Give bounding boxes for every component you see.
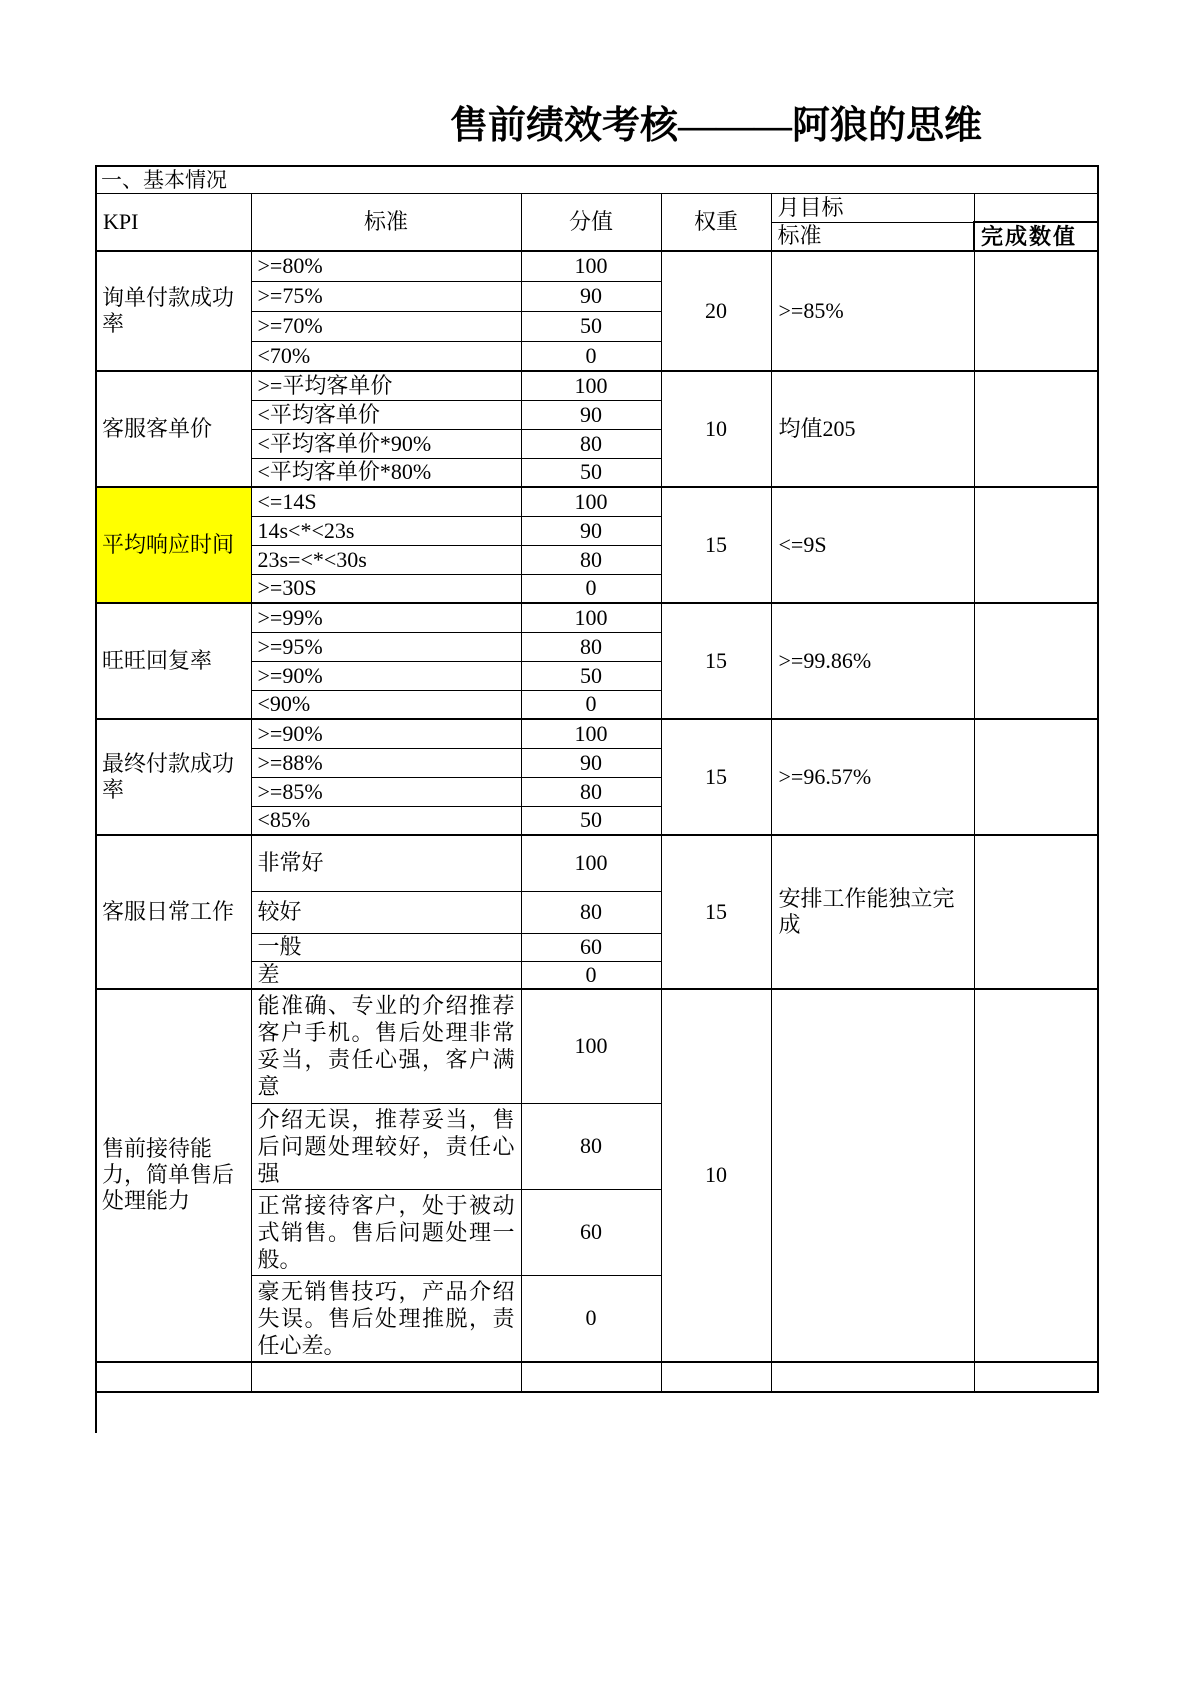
score-cell: 80: [521, 1103, 661, 1189]
col-header-standard: 标准: [251, 194, 521, 252]
kpi-cell: 售前接待能力，简单售后处理能力: [96, 989, 251, 1362]
score-cell: 100: [521, 371, 661, 400]
score-cell: 100: [521, 989, 661, 1103]
page-title: 售前绩效考核———阿狼的思维: [449, 105, 982, 147]
standard-cell: >=88%: [251, 748, 521, 777]
standard-cell: 较好: [251, 891, 521, 933]
standard-cell: <平均客单价: [251, 400, 521, 429]
standard-cell: <平均客单价*90%: [251, 429, 521, 458]
kpi-cell-highlighted: 平均响应时间: [96, 487, 251, 603]
table-row: [96, 371, 1098, 400]
standard-cell: <90%: [251, 690, 521, 719]
table-row: [96, 989, 1098, 1103]
score-cell: 100: [521, 835, 661, 891]
section-header-row: [96, 166, 1098, 194]
standard-cell: 正常接待客户，处于被动式销售。售后问题处理一般。: [251, 1189, 521, 1275]
weight-cell: 15: [661, 603, 771, 719]
weight-cell: 15: [661, 835, 771, 989]
standard-cell: 23s=<*<30s: [251, 545, 521, 574]
kpi-cell: 客服日常工作: [96, 835, 251, 989]
weight-cell: 15: [661, 719, 771, 835]
completed-cell: [974, 251, 1098, 371]
completed-cell: [974, 989, 1098, 1362]
kpi-cell: 最终付款成功率: [96, 719, 251, 835]
standard-cell: <平均客单价*80%: [251, 458, 521, 487]
standard-cell: >=90%: [251, 661, 521, 690]
score-cell: 80: [521, 429, 661, 458]
target-cell: 均值205: [771, 371, 974, 487]
standard-cell: 能准确、专业的介绍推荐客户手机。售后处理非常妥当，责任心强，客户满意: [251, 989, 521, 1103]
weight-cell: 15: [661, 487, 771, 603]
standard-cell: <=14S: [251, 487, 521, 516]
score-cell: 90: [521, 281, 661, 311]
score-cell: 100: [521, 603, 661, 632]
score-cell: 80: [521, 545, 661, 574]
score-cell: 0: [521, 574, 661, 603]
completed-cell: [974, 719, 1098, 835]
standard-cell: 差: [251, 961, 521, 989]
score-cell: 90: [521, 516, 661, 545]
table-row: [96, 835, 1098, 891]
target-cell: 安排工作能独立完成: [771, 835, 974, 989]
standard-cell: >=99%: [251, 603, 521, 632]
score-cell: [521, 1362, 661, 1392]
target-cell: >=99.86%: [771, 603, 974, 719]
table-row: [96, 487, 1098, 516]
table-row: [96, 603, 1098, 632]
score-cell: 0: [521, 1275, 661, 1362]
table-row: [96, 719, 1098, 748]
score-cell: 0: [521, 961, 661, 989]
kpi-table: [95, 165, 1099, 1393]
empty-row: [96, 1362, 1098, 1392]
score-cell: 50: [521, 661, 661, 690]
weight-cell: 10: [661, 371, 771, 487]
standard-cell: 一般: [251, 933, 521, 961]
score-cell: 0: [521, 690, 661, 719]
target-cell: >=85%: [771, 251, 974, 371]
col-header-completed: 完成数值: [974, 222, 1098, 251]
kpi-cell: 询单付款成功率: [96, 251, 251, 371]
score-cell: 80: [521, 891, 661, 933]
standard-cell: >=75%: [251, 281, 521, 311]
left-border-fragment: [95, 1393, 97, 1433]
score-cell: 50: [521, 806, 661, 835]
standard-cell: >=95%: [251, 632, 521, 661]
standard-cell: >=90%: [251, 719, 521, 748]
standard-cell: 豪无销售技巧，产品介绍失误。售后处理推脱，责任心差。: [251, 1275, 521, 1362]
score-cell: 100: [521, 719, 661, 748]
standard-cell: >=70%: [251, 311, 521, 341]
completed-cell: [974, 371, 1098, 487]
standard-cell: 14s<*<23s: [251, 516, 521, 545]
standard-cell: >=85%: [251, 777, 521, 806]
kpi-cell: 旺旺回复率: [96, 603, 251, 719]
target-cell: <=9S: [771, 487, 974, 603]
col-header-target-standard: 标准: [771, 222, 974, 251]
target-cell: [771, 989, 974, 1362]
weight-cell: [661, 1362, 771, 1392]
section-title: 一、基本情况: [96, 166, 1098, 194]
score-cell: 100: [521, 251, 661, 281]
col-header-score: 分值: [521, 194, 661, 252]
col-header-kpi: KPI: [96, 194, 251, 252]
standard-cell: >=30S: [251, 574, 521, 603]
header-empty-cell: [974, 194, 1098, 223]
score-cell: 90: [521, 400, 661, 429]
standard-cell: 非常好: [251, 835, 521, 891]
target-cell: [771, 1362, 974, 1392]
score-cell: 90: [521, 748, 661, 777]
standard-cell: >=80%: [251, 251, 521, 281]
standard-cell: >=平均客单价: [251, 371, 521, 400]
target-cell: >=96.57%: [771, 719, 974, 835]
score-cell: 0: [521, 341, 661, 371]
score-cell: 80: [521, 777, 661, 806]
kpi-cell: 客服客单价: [96, 371, 251, 487]
col-header-month-target: 月目标: [771, 194, 974, 223]
score-cell: 60: [521, 933, 661, 961]
standard-cell: <85%: [251, 806, 521, 835]
standard-cell: <70%: [251, 341, 521, 371]
score-cell: 100: [521, 487, 661, 516]
score-cell: 50: [521, 311, 661, 341]
col-header-weight: 权重: [661, 194, 771, 252]
standard-cell: [251, 1362, 521, 1392]
completed-cell: [974, 1362, 1098, 1392]
kpi-cell: [96, 1362, 251, 1392]
completed-cell: [974, 835, 1098, 989]
table-row: [96, 251, 1098, 281]
standard-cell: 介绍无误，推荐妥当，售后问题处理较好，责任心强: [251, 1103, 521, 1189]
weight-cell: 10: [661, 989, 771, 1362]
completed-cell: [974, 603, 1098, 719]
score-cell: 60: [521, 1189, 661, 1275]
weight-cell: 20: [661, 251, 771, 371]
score-cell: 50: [521, 458, 661, 487]
completed-cell: [974, 487, 1098, 603]
score-cell: 80: [521, 632, 661, 661]
column-header-row: [96, 194, 1098, 223]
